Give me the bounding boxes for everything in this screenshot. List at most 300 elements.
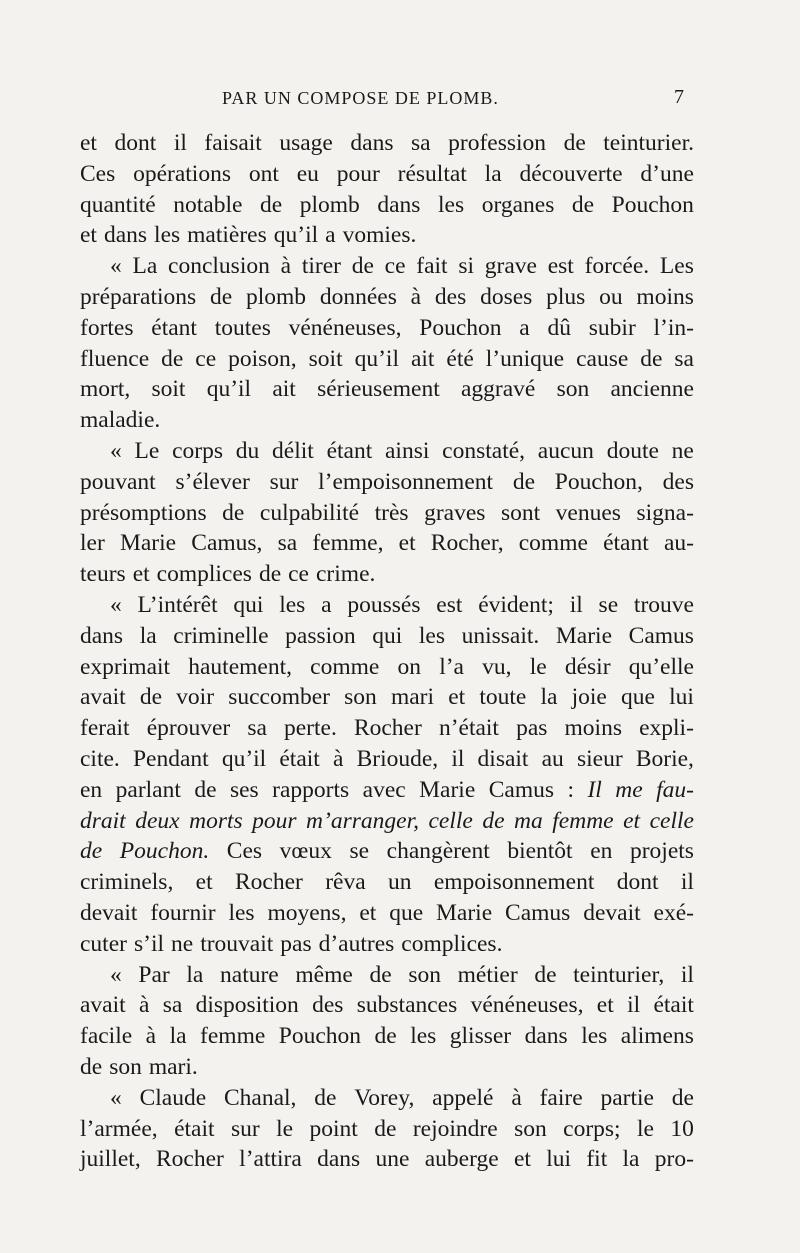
- word: a: [321, 591, 332, 618]
- word: de: [640, 345, 663, 372]
- word: sur: [269, 468, 299, 495]
- word: et: [80, 130, 97, 156]
- word: avait: [80, 992, 126, 1019]
- text-line: [80, 282, 694, 313]
- word: notable: [173, 191, 243, 218]
- word: la: [484, 160, 502, 187]
- word: résultat: [397, 160, 467, 187]
- word: toutes: [214, 314, 271, 341]
- word: été: [446, 345, 474, 372]
- word: Vorey,: [354, 1084, 415, 1111]
- word: alimens: [620, 1023, 694, 1050]
- text-line: [80, 775, 694, 806]
- word: moins: [636, 283, 694, 310]
- word: dû: [547, 314, 571, 341]
- word: que: [621, 684, 655, 711]
- word: L’intérêt: [137, 591, 218, 618]
- word: Rocher: [156, 1146, 224, 1173]
- word: la: [139, 622, 157, 649]
- word: la: [622, 1146, 640, 1173]
- word: forcée.: [584, 253, 650, 280]
- word: s’il: [133, 930, 164, 957]
- word: ou: [599, 283, 623, 310]
- word: les: [410, 1023, 437, 1050]
- running-title: PAR UN COMPOSE DE PLOMB.: [222, 88, 499, 108]
- word: dans: [377, 191, 421, 218]
- word: l’armée,: [80, 1115, 158, 1142]
- text-line: [80, 960, 694, 991]
- word: il: [680, 869, 694, 896]
- word: rejoindre: [412, 1115, 498, 1142]
- word: changèrent: [386, 838, 490, 865]
- text-line: [80, 929, 694, 960]
- word: dont: [114, 130, 157, 156]
- word: glisser: [449, 1023, 512, 1050]
- word: a: [325, 222, 336, 249]
- word: Ces: [226, 838, 263, 865]
- word: comme: [310, 653, 380, 680]
- word: dont: [616, 869, 659, 896]
- word: données: [319, 283, 397, 310]
- word: et: [448, 684, 466, 711]
- word: sa: [674, 345, 694, 372]
- word: culpabilité: [259, 499, 360, 526]
- word: n’était: [438, 715, 499, 742]
- word: il: [569, 591, 583, 618]
- text-line: [80, 159, 694, 190]
- word: subir: [588, 314, 636, 341]
- word: de: [374, 1023, 397, 1050]
- word: Camus: [628, 622, 694, 649]
- text-line: [80, 374, 694, 405]
- word: désir: [564, 653, 611, 680]
- word: disposition: [195, 992, 299, 1019]
- word: Rocher,: [430, 530, 504, 557]
- word: son: [109, 1053, 142, 1080]
- word: qu’il: [354, 345, 399, 372]
- word: et: [80, 222, 97, 249]
- word: rapports: [272, 776, 350, 803]
- word: l’attira: [239, 1146, 302, 1173]
- word: de: [374, 1115, 397, 1142]
- word: l’unique: [485, 345, 565, 372]
- word: qu’il: [273, 222, 319, 249]
- word: était: [653, 992, 694, 1019]
- word: les: [581, 1023, 608, 1050]
- word: en: [590, 838, 613, 865]
- word: «: [110, 961, 122, 988]
- word: mari.: [148, 1053, 198, 1080]
- word: mari: [390, 684, 435, 711]
- word: sa: [277, 530, 298, 557]
- word: vœux: [279, 838, 332, 865]
- word: sérieusement: [317, 376, 440, 403]
- word: le: [637, 1115, 654, 1142]
- word: cite.: [80, 745, 120, 772]
- page-number: 7: [674, 86, 684, 108]
- word: découverte: [519, 160, 623, 187]
- word: étant: [151, 314, 197, 341]
- word: qui: [372, 622, 403, 649]
- word: de: [139, 684, 163, 711]
- text-line: [80, 436, 694, 467]
- word: la: [186, 961, 204, 988]
- text-line: [80, 652, 694, 683]
- word: Les: [659, 253, 694, 280]
- word: profession: [448, 130, 547, 156]
- word: devait: [80, 899, 138, 926]
- word: étant: [603, 530, 649, 557]
- word: succomber: [228, 684, 330, 711]
- word: pas: [516, 715, 548, 742]
- word: ne: [671, 437, 694, 464]
- word: ler: [80, 530, 105, 557]
- word: au: [541, 745, 564, 772]
- word: me: [615, 776, 643, 803]
- word: graves: [424, 499, 486, 526]
- word: point: [309, 1115, 358, 1142]
- word: sieur: [576, 745, 623, 772]
- word: ferait: [80, 715, 130, 742]
- word: de: [222, 499, 245, 526]
- word: qu’il: [206, 376, 252, 403]
- word: Pouchon: [611, 191, 694, 218]
- word: celle: [428, 807, 473, 834]
- word: Pouchon,: [554, 468, 643, 495]
- word: on: [397, 653, 422, 680]
- word: teurs: [80, 561, 126, 588]
- word: poussés: [347, 591, 421, 618]
- word: facile: [80, 1023, 133, 1050]
- word: il: [451, 745, 465, 772]
- word: Ces: [80, 160, 116, 187]
- word: bientôt: [507, 838, 573, 865]
- word: la: [169, 1023, 187, 1050]
- text-line: [80, 344, 694, 375]
- word: drait: [80, 807, 126, 834]
- word: femme: [200, 1023, 266, 1050]
- body-text: [80, 128, 694, 1175]
- word: plomb: [299, 191, 360, 218]
- word: lui: [546, 1146, 572, 1173]
- word: son: [514, 1115, 547, 1142]
- word: dans: [103, 222, 148, 249]
- word: et: [596, 992, 614, 1019]
- word: quantité: [80, 191, 156, 218]
- text-line: [80, 1052, 694, 1083]
- word: pour: [252, 807, 297, 834]
- word: de: [571, 191, 595, 218]
- word: maladie.: [80, 407, 161, 434]
- word: métier: [457, 961, 518, 988]
- text-line: [80, 990, 694, 1021]
- word: fortes: [80, 314, 134, 341]
- word: de: [194, 776, 217, 803]
- text-line: [80, 867, 694, 898]
- word: trouvait: [200, 930, 274, 957]
- word: de: [351, 253, 374, 280]
- word: en: [80, 776, 103, 803]
- word: conclusion: [168, 253, 270, 280]
- word: partie: [600, 1084, 654, 1111]
- text-line: [80, 220, 694, 251]
- word: à: [280, 253, 292, 280]
- word: deux: [135, 807, 180, 834]
- word: de: [512, 468, 535, 495]
- word: dans: [317, 1146, 361, 1173]
- word: préparations: [80, 283, 197, 310]
- text-line: [80, 898, 694, 929]
- word: doses: [480, 283, 533, 310]
- word: nature: [220, 961, 279, 988]
- word: rêva: [325, 869, 366, 896]
- word: il: [627, 992, 641, 1019]
- word: «: [110, 253, 122, 280]
- word: pas: [280, 930, 312, 957]
- word: de: [80, 838, 103, 865]
- word: de: [482, 807, 505, 834]
- word: complices.: [401, 930, 503, 957]
- word: plomb: [245, 283, 307, 310]
- word: fournir: [150, 899, 216, 926]
- word: qu’il: [221, 745, 267, 772]
- word: vénéneuses,: [470, 992, 584, 1019]
- word: toute: [479, 684, 527, 711]
- word: moyens,: [267, 899, 347, 926]
- word: criminels,: [80, 869, 174, 896]
- text-line: [80, 128, 694, 159]
- word: une: [375, 1146, 410, 1173]
- word: de: [671, 1084, 694, 1111]
- word: de: [369, 961, 392, 988]
- word: qui: [233, 591, 264, 618]
- word: faire: [539, 1084, 583, 1111]
- word: perte.: [284, 715, 337, 742]
- word: si: [458, 253, 475, 280]
- word: ne: [171, 930, 194, 957]
- word: joie: [571, 684, 607, 711]
- word: signa-: [636, 499, 694, 526]
- text-line: [80, 498, 694, 529]
- text-line: [80, 467, 694, 498]
- word: Marie: [436, 899, 493, 926]
- word: et: [513, 1146, 531, 1173]
- word: exé-: [653, 899, 694, 926]
- word: ce: [288, 561, 309, 588]
- word: et: [398, 530, 416, 557]
- word: La: [132, 253, 158, 280]
- word: que: [389, 899, 424, 926]
- text-line: [80, 713, 694, 744]
- word: les: [438, 191, 465, 218]
- word: ont: [248, 160, 279, 187]
- word: constaté,: [442, 437, 526, 464]
- word: Pendant: [132, 745, 209, 772]
- word: complices: [156, 561, 252, 588]
- word: Rocher: [353, 715, 422, 742]
- word: les: [228, 899, 255, 926]
- word: Pouchon.: [119, 838, 210, 865]
- word: à: [138, 992, 150, 1019]
- text-line: [80, 621, 694, 652]
- text-line: [80, 1114, 694, 1145]
- word: fit: [586, 1146, 608, 1173]
- word: parlant: [115, 776, 181, 803]
- word: les: [279, 591, 306, 618]
- word: d’autres: [318, 930, 395, 957]
- word: Le: [134, 437, 160, 464]
- text-line: [80, 1021, 694, 1052]
- word: évident;: [478, 591, 554, 618]
- text-line: [80, 559, 694, 590]
- word: l’in-: [653, 314, 694, 341]
- word: Brioude,: [356, 745, 439, 772]
- word: Par: [138, 961, 170, 988]
- word: des: [312, 992, 344, 1019]
- word: Camus: [505, 899, 571, 926]
- text-line: [80, 806, 694, 837]
- word: de: [534, 961, 557, 988]
- word: de: [161, 345, 184, 372]
- word: à: [511, 1084, 522, 1111]
- word: même: [295, 961, 353, 988]
- text-line: [80, 682, 694, 713]
- word: qu’elle: [628, 653, 694, 680]
- word: son: [344, 684, 377, 711]
- word: Il: [587, 776, 602, 803]
- word: il: [173, 130, 187, 156]
- word: «: [110, 591, 122, 618]
- word: le: [276, 1115, 294, 1142]
- word: comme: [518, 530, 588, 557]
- word: juillet,: [80, 1146, 141, 1173]
- word: doute: [606, 437, 659, 464]
- word: soit: [308, 345, 343, 372]
- word: des: [662, 468, 694, 495]
- word: «: [110, 437, 122, 464]
- word: se: [598, 591, 619, 618]
- text-line: [80, 744, 694, 775]
- word: sont: [500, 499, 541, 526]
- word: dans: [80, 622, 124, 649]
- word: sa: [411, 130, 431, 156]
- word: passion: [285, 622, 356, 649]
- word: matières: [187, 222, 267, 249]
- word: au-: [663, 530, 694, 557]
- word: Borie,: [635, 745, 694, 772]
- word: cuter: [80, 930, 127, 957]
- word: présomptions: [80, 499, 207, 526]
- word: femme: [552, 807, 614, 834]
- word: Pouchon: [278, 1023, 362, 1050]
- word: teinturier,: [573, 961, 665, 988]
- word: Camus: [488, 776, 554, 803]
- word: et: [623, 807, 641, 834]
- word: s’élever: [175, 468, 250, 495]
- word: ait: [410, 345, 435, 372]
- word: :: [567, 776, 574, 803]
- text-line: [80, 836, 694, 867]
- running-head: [0, 88, 800, 112]
- word: était: [174, 1115, 215, 1142]
- word: très: [374, 499, 409, 526]
- text-line: [80, 405, 694, 436]
- word: de: [258, 561, 282, 588]
- word: teinturier.: [603, 130, 694, 156]
- word: Rocher: [234, 869, 303, 896]
- word: moins: [564, 715, 622, 742]
- word: grave: [484, 253, 537, 280]
- text-line: [80, 1144, 694, 1175]
- text-line: [80, 528, 694, 559]
- word: éprouver: [146, 715, 231, 742]
- word: poison,: [228, 345, 297, 372]
- word: eu: [296, 160, 319, 187]
- word: se: [349, 838, 370, 865]
- word: les: [418, 622, 445, 649]
- word: voir: [176, 684, 215, 711]
- word: de: [563, 130, 586, 156]
- word: m’arranger,: [306, 807, 419, 834]
- word: corps: [172, 437, 223, 464]
- word: appelé: [432, 1084, 494, 1111]
- word: l’a: [439, 653, 464, 680]
- word: son: [408, 961, 441, 988]
- word: Marie: [555, 622, 613, 649]
- word: à: [410, 283, 422, 310]
- word: le: [529, 653, 547, 680]
- word: ce: [195, 345, 217, 372]
- word: ait: [272, 376, 296, 403]
- word: la: [540, 684, 558, 711]
- word: celle: [649, 807, 694, 834]
- word: mort,: [80, 376, 131, 403]
- word: était: [279, 745, 320, 772]
- word: et: [195, 869, 213, 896]
- text-line: [80, 1083, 694, 1114]
- word: ancienne: [610, 376, 694, 403]
- text-line: [80, 590, 694, 621]
- word: Marie: [419, 776, 476, 803]
- word: femme,: [312, 530, 384, 557]
- word: de: [209, 283, 233, 310]
- word: à: [332, 745, 344, 772]
- word: soit: [151, 376, 186, 403]
- word: fau-: [656, 776, 694, 803]
- word: tirer: [301, 253, 341, 280]
- word: venues: [555, 499, 621, 526]
- word: aucun: [537, 437, 594, 464]
- word: unissait.: [461, 622, 540, 649]
- word: Pouchon: [419, 314, 502, 341]
- word: plus: [546, 283, 586, 310]
- word: substances: [356, 992, 458, 1019]
- word: ainsi: [385, 437, 430, 464]
- word: avec: [362, 776, 406, 803]
- text-line: [80, 313, 694, 344]
- word: trouve: [633, 591, 694, 618]
- word: opérations: [133, 160, 231, 187]
- word: dans: [350, 130, 394, 156]
- word: criminelle: [173, 622, 269, 649]
- word: exprimait: [80, 653, 171, 680]
- word: expli-: [639, 715, 694, 742]
- word: auberge: [424, 1146, 499, 1173]
- word: avait: [80, 684, 126, 711]
- word: fluence: [80, 345, 150, 372]
- word: ses: [229, 776, 259, 803]
- word: aggravé: [460, 376, 536, 403]
